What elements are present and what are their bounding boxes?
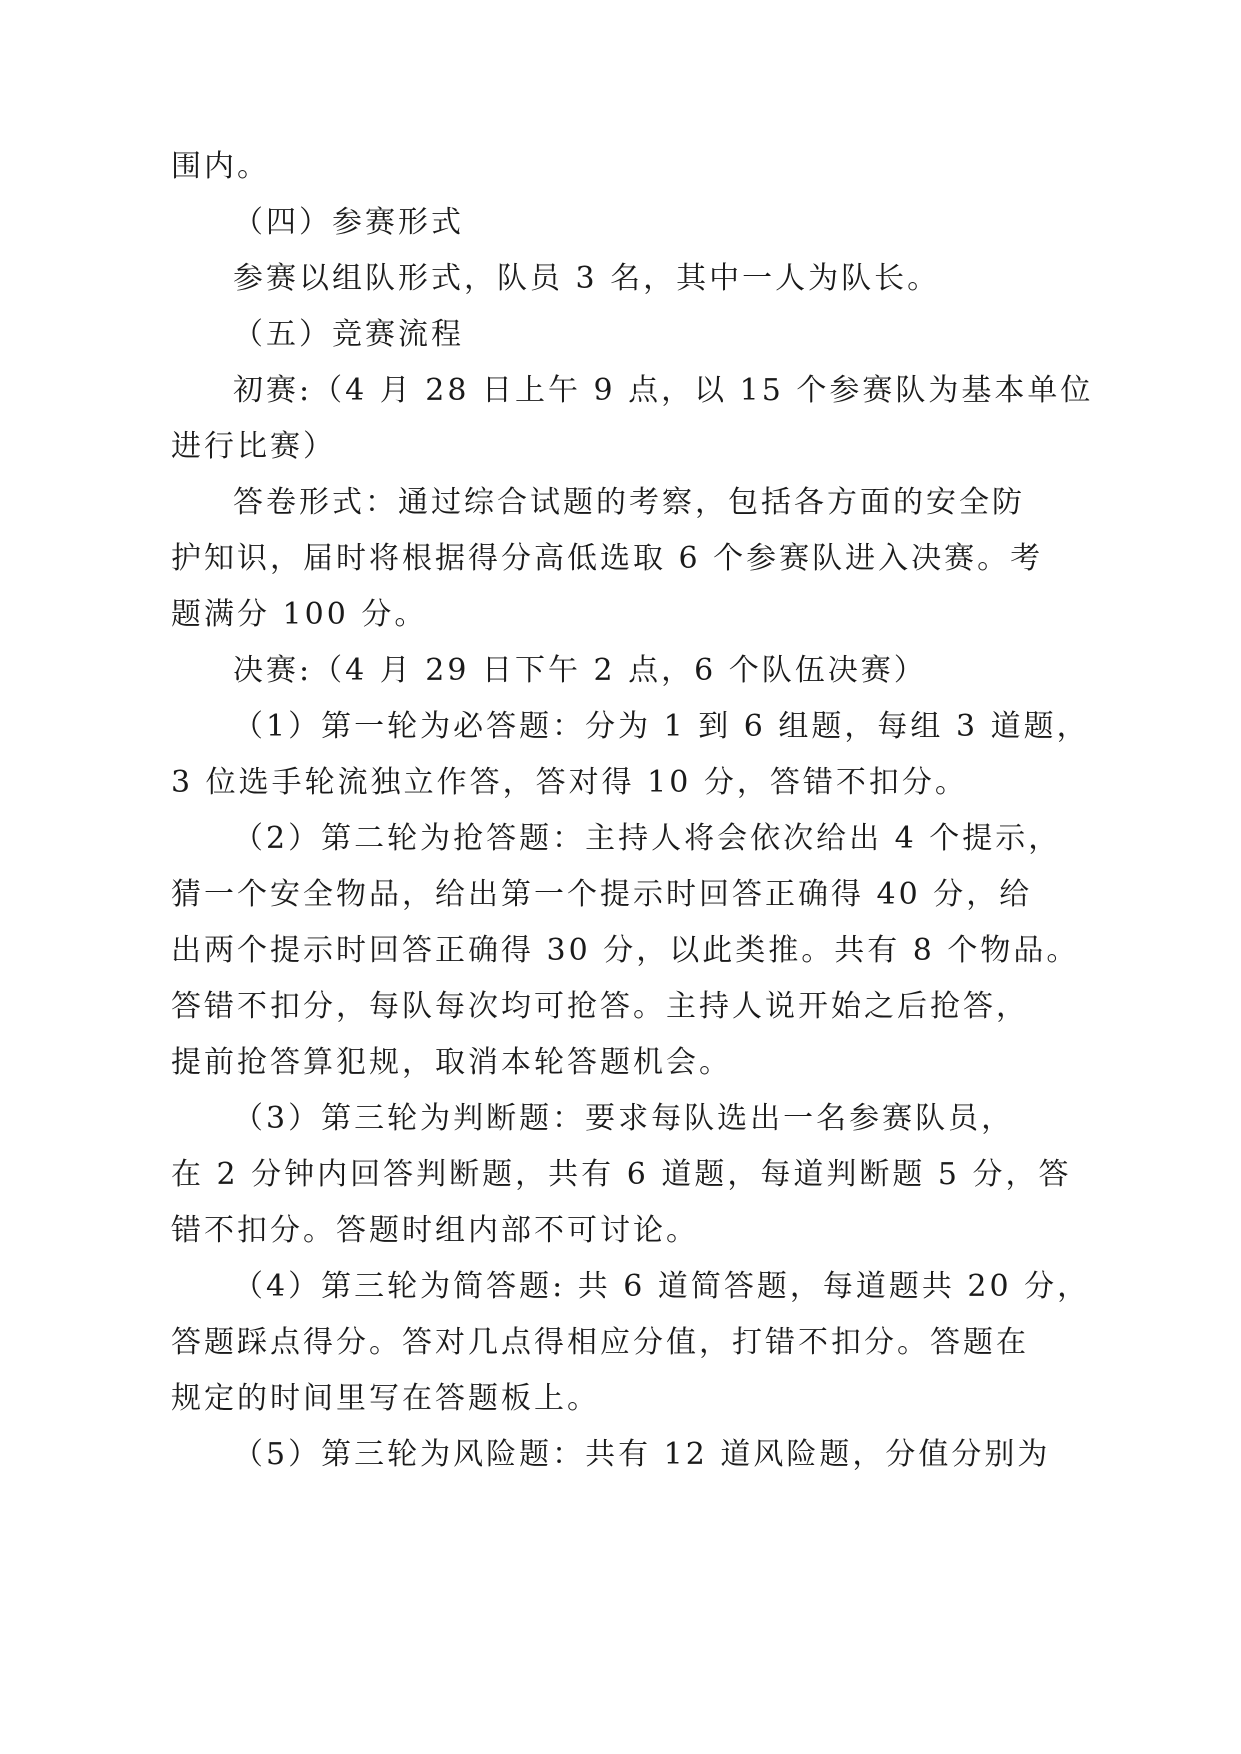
text-line: 围内。	[171, 149, 270, 184]
text-line: 提前抢答算犯规，取消本轮答题机会。	[171, 1045, 732, 1080]
text-line: （1）第一轮为必答题：分为 1 到 6 组题，每组 3 道题，	[233, 709, 1090, 744]
text-line: 答卷形式：通过综合试题的考察，包括各方面的安全防	[233, 485, 1025, 520]
text-line: 在 2 分钟内回答判断题，共有 6 道题，每道判断题 5 分，答	[171, 1157, 1072, 1192]
section-heading: （五）竞赛流程	[233, 317, 464, 352]
text-line: （2）第二轮为抢答题：主持人将会依次给出 4 个提示，	[233, 821, 1062, 856]
text-line: 答错不扣分，每队每次均可抢答。主持人说开始之后抢答，	[171, 989, 1029, 1024]
text-line: （3）第三轮为判断题：要求每队选出一名参赛队员，	[233, 1101, 1015, 1136]
section-heading: （四）参赛形式	[233, 205, 464, 240]
text-line: 参赛以组队形式，队员 3 名，其中一人为队长。	[233, 261, 941, 296]
text-line: 规定的时间里写在答题板上。	[171, 1381, 600, 1416]
text-line: 答题踩点得分。答对几点得相应分值，打错不扣分。答题在	[171, 1325, 1029, 1360]
text-line: 护知识，届时将根据得分高低选取 6 个参赛队进入决赛。考	[171, 541, 1044, 576]
text-line: 3 位选手轮流独立作答，答对得 10 分，答错不扣分。	[171, 765, 968, 800]
text-line: 进行比赛）	[171, 429, 336, 464]
text-line: 决赛:（4 月 29 日下午 2 点，6 个队伍决赛）	[233, 653, 927, 688]
text-line: 初赛:（4 月 28 日上午 9 点，以 15 个参赛队为基本单位	[233, 373, 1094, 408]
text-line: 题满分 100 分。	[171, 597, 428, 632]
text-line: （4）第三轮为简答题: 共 6 道简答题，每道题共 20 分，	[233, 1269, 1091, 1304]
text-line: （5）第三轮为风险题：共有 12 道风险题，分值分别为	[233, 1437, 1051, 1472]
text-line: 猜一个安全物品，给出第一个提示时回答正确得 40 分，给	[171, 877, 1033, 912]
text-line: 出两个提示时回答正确得 30 分，以此类推。共有 8 个物品。	[171, 933, 1080, 968]
text-line: 错不扣分。答题时组内部不可讨论。	[171, 1213, 699, 1248]
